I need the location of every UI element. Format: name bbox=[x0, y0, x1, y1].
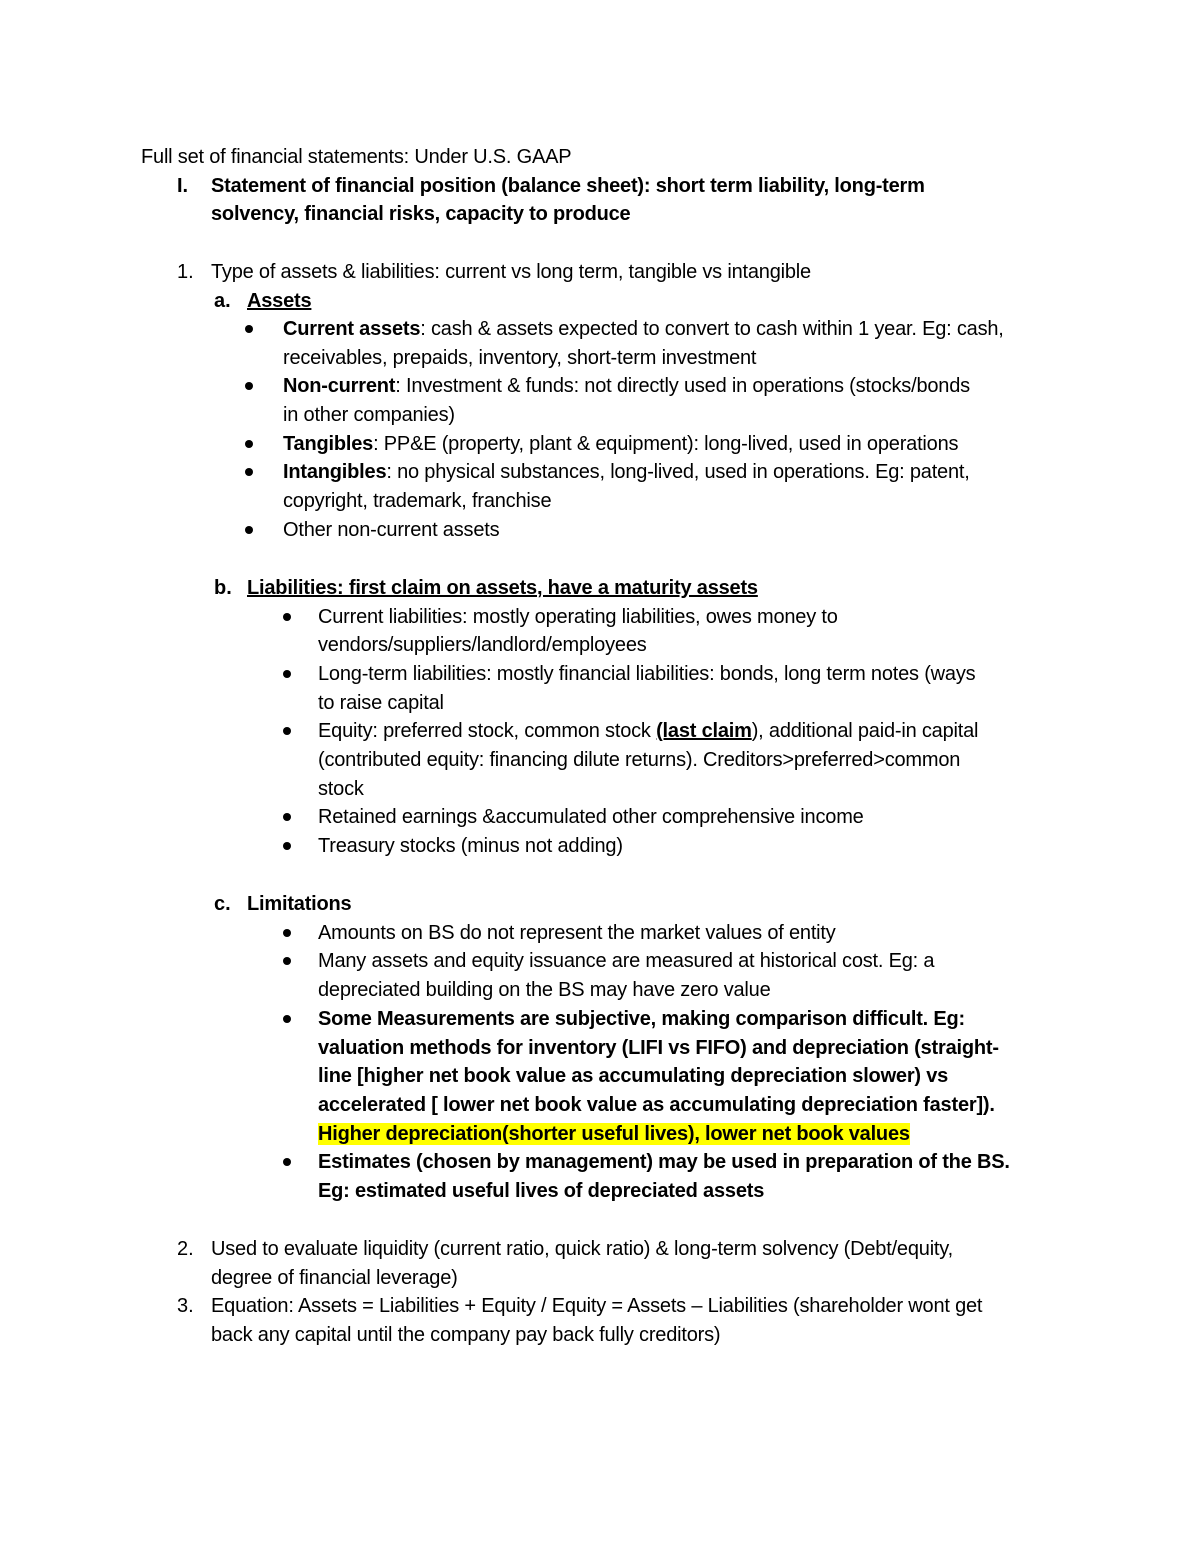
sub-heading-limitations: Limitations bbox=[247, 893, 352, 915]
bullet-line: Current liabilities: mostly operating liabilities, owes money to bbox=[318, 606, 838, 628]
list-item-text: degree of financial leverage) bbox=[211, 1267, 458, 1289]
bullet-line: copyright, trademark, franchise bbox=[283, 490, 552, 512]
bullet-line: Estimates (chosen by management) may be used in preparation of the BS. bbox=[318, 1151, 1010, 1173]
sub-heading-liabilities: Liabilities: first claim on assets, have a maturity assets bbox=[247, 577, 758, 599]
bullet-line: Current assets: cash & assets expected to convert to cash within 1 year. Eg: cash, bbox=[283, 318, 1004, 340]
bullet-line: Tangibles: PP&E (property, plant & equipment): long-lived, used in operations bbox=[283, 433, 959, 455]
document-title: Full set of financial statements: Under U.S. GAAP bbox=[141, 146, 572, 168]
bullet-dot bbox=[283, 727, 291, 735]
list-item-text: back any capital until the company pay back fully creditors) bbox=[211, 1324, 721, 1346]
bullet-dot bbox=[245, 468, 253, 476]
bullet-dot bbox=[283, 1015, 291, 1023]
bullet-line: Intangibles: no physical substances, long-lived, used in operations. Eg: patent, bbox=[283, 461, 970, 483]
bullet-dot bbox=[245, 325, 253, 333]
section-heading-line: solvency, financial risks, capacity to produce bbox=[211, 203, 631, 225]
bullet-line: depreciated building on the BS may have zero value bbox=[318, 979, 771, 1001]
bullet-line: Long-term liabilities: mostly financial liabilities: bonds, long term notes (ways bbox=[318, 663, 976, 685]
list-item-text: Type of assets & liabilities: current vs long term, tangible vs intangible bbox=[211, 261, 811, 283]
bullet-line: accelerated [ lower net book value as accumulating depreciation faster]). bbox=[318, 1094, 995, 1116]
bullet-line: Some Measurements are subjective, making comparison difficult. Eg: bbox=[318, 1008, 965, 1030]
bullet-dot bbox=[283, 842, 291, 850]
bullet-dot bbox=[283, 613, 291, 621]
bullet-line: Other non-current assets bbox=[283, 519, 500, 541]
bullet-line: valuation methods for inventory (LIFI vs FIFO) and depreciation (straight- bbox=[318, 1037, 999, 1059]
bullet-line: (contributed equity: financing dilute returns). Creditors>preferred>common bbox=[318, 749, 961, 771]
sub-list-letter: a. bbox=[214, 290, 231, 312]
bullet-line: line [higher net book value as accumulating depreciation slower) vs bbox=[318, 1065, 949, 1087]
bullet-line: receivables, prepaids, inventory, short-term investment bbox=[283, 347, 757, 369]
bullet-line: Treasury stocks (minus not adding) bbox=[318, 835, 623, 857]
sub-list-letter: b. bbox=[214, 577, 232, 599]
bullet-line: in other companies) bbox=[283, 404, 455, 426]
bullet-dot bbox=[245, 526, 253, 534]
bullet-line: Amounts on BS do not represent the market values of entity bbox=[318, 922, 836, 944]
bullet-line: Equity: preferred stock, common stock (last claim), additional paid-in capital bbox=[318, 720, 979, 742]
bullet-dot bbox=[283, 813, 291, 821]
bullet-dot bbox=[245, 382, 253, 390]
bullet-line: Eg: estimated useful lives of depreciated assets bbox=[318, 1180, 765, 1202]
bullet-line: Retained earnings &accumulated other comprehensive income bbox=[318, 806, 864, 828]
bullet-line: stock bbox=[318, 778, 364, 800]
bullet-dot bbox=[283, 1158, 291, 1166]
section-marker: I. bbox=[177, 175, 189, 197]
list-item-text: Equation: Assets = Liabilities + Equity / Equity = Assets – Liabilities (shareholder wont get bbox=[211, 1295, 983, 1317]
list-number: 1. bbox=[177, 261, 194, 283]
sub-list-letter: c. bbox=[214, 893, 231, 915]
bullet-line: vendors/suppliers/landlord/employees bbox=[318, 634, 647, 656]
section-heading-line: Statement of financial position (balance sheet): short term liability, long-term bbox=[211, 175, 925, 197]
highlighted-note: Higher depreciation(shorter useful lives), lower net book values bbox=[318, 1123, 910, 1145]
bullet-line: Many assets and equity issuance are measured at historical cost. Eg: a bbox=[318, 950, 935, 972]
bullet-dot bbox=[283, 670, 291, 678]
bullet-line: Non-current: Investment & funds: not directly used in operations (stocks/bonds bbox=[283, 375, 970, 397]
bullet-dot bbox=[283, 957, 291, 965]
bullet-dot bbox=[283, 929, 291, 937]
bullet-line: to raise capital bbox=[318, 692, 444, 714]
bullet-dot bbox=[245, 440, 253, 448]
list-item-text: Used to evaluate liquidity (current ratio, quick ratio) & long-term solvency (Debt/equity, bbox=[211, 1238, 953, 1260]
list-number: 2. bbox=[177, 1238, 194, 1260]
sub-heading-assets: Assets bbox=[247, 290, 312, 312]
list-number: 3. bbox=[177, 1295, 194, 1317]
